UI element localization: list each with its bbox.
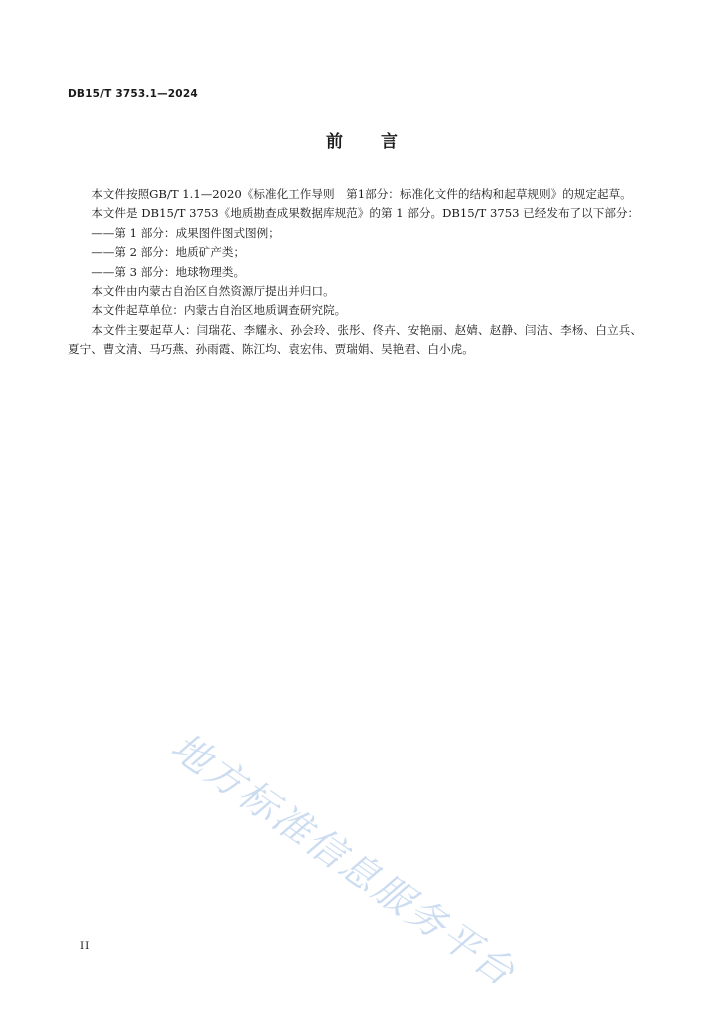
- title-char-left: 前: [326, 132, 343, 152]
- list-item-part-2: ——第 2 部分：地质矿产类；: [91, 245, 246, 260]
- paragraph-drafters: 本文件主要起草人：闫瑞花、李耀永、孙会玲、张彤、佟卉、安艳丽、赵婧、赵静、闫洁、李杨、白立兵、夏宁、曹文清、马巧燕、孙雨霞、陈江均、袁宏伟、贾瑞娟、吴艳君、白小虎。: [68, 322, 642, 357]
- page-title: [0, 127, 724, 152]
- paragraph-drafting-unit: 本文件起草单位：内蒙古自治区地质调查研究院。: [91, 303, 347, 318]
- title-char-right: 言: [381, 132, 398, 152]
- document-code: DB15/T 3753.1—2024: [68, 88, 198, 100]
- list-item-part-1: ——第 1 部分：成果图件图式图例；: [91, 225, 280, 240]
- paragraph-parts-intro: 本文件是 DB15/T 3753《地质勘查成果数据库规范》的第 1 部分。DB15/T 3753 已经发布了以下部分：: [91, 206, 640, 221]
- paragraph-drafting-rules: 本文件按照GB/T 1.1—2020《标准化工作导则 第1部分：标准化文件的结构和起草规则》的规定起草。: [91, 187, 632, 201]
- list-item-part-3: ——第 3 部分：地球物理类。: [91, 264, 246, 279]
- watermark: 地方标准信息服务平台: [163, 724, 525, 996]
- foreword-body: [68, 185, 642, 360]
- page-number: II: [80, 940, 91, 952]
- paragraph-proposer: 本文件由内蒙古自治区自然资源厅提出并归口。: [91, 284, 335, 299]
